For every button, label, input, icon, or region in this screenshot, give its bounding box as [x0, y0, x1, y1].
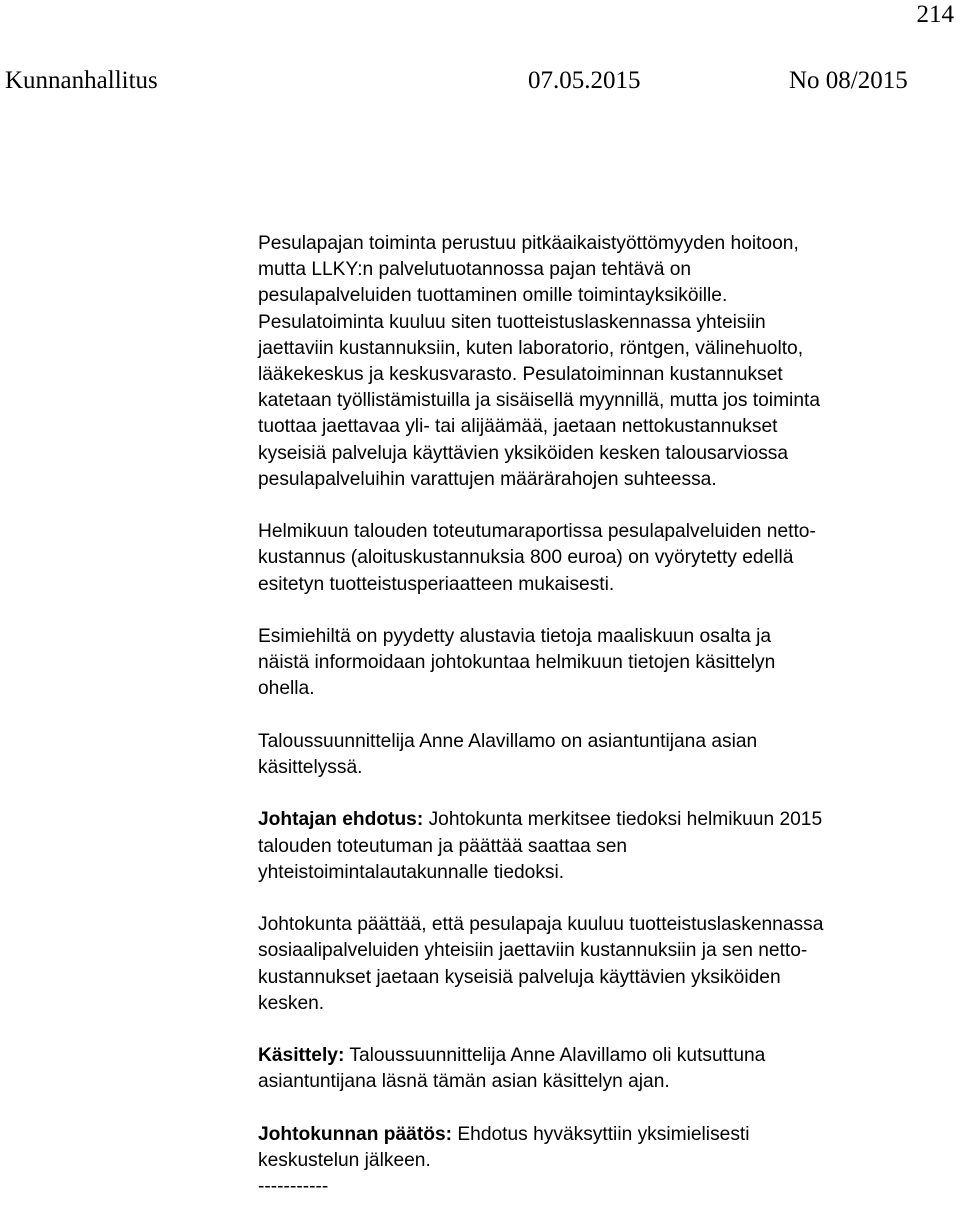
- text-line: kyseisiä palveluja käyttävien yksiköiden kesken talousarviossa: [258, 442, 789, 464]
- text-line: pesulapalveluiden tuottaminen omille toimintayksiköille.: [258, 285, 728, 307]
- paragraph-board-decision-text: [258, 912, 958, 1017]
- text-line: talouden toteutuman ja päättää saattaa sen: [258, 835, 628, 857]
- text-line: ohella.: [258, 678, 315, 700]
- text-line: Pesulapajan toiminta perustuu pitkäaikaistyöttömyyden hoitoon,: [258, 233, 799, 254]
- text-line: katetaan työllistämistuilla ja sisäisellä myynnillä, mutta jos toiminta: [258, 390, 820, 412]
- text-line: Johtokunta päättää, että pesulapaja kuuluu tuotteistuslaskennassa: [258, 914, 824, 936]
- text-line: Esimiehiltä on pyydetty alustavia tietoja maaliskuun osalta ja: [258, 626, 772, 648]
- text-line: [258, 1122, 958, 1148]
- text-line: Pesulatoiminta kuuluu siten tuotteistuslaskennassa yhteisiin: [258, 311, 766, 333]
- paragraph-director-proposal: [258, 807, 958, 886]
- text-line: näistä informoidaan johtokuntaa helmikuun tietojen käsittelyn: [258, 652, 776, 674]
- text-line: kustannus (aloituskustannuksia 800 euroa) on vyörytetty edellä: [258, 547, 794, 569]
- text-line: [258, 807, 958, 833]
- header-committee-name: Kunnanhallitus: [5, 67, 158, 94]
- text-line: tuottaa jaettavaa yli- tai alijäämää, jaetaan nettokustannukset: [258, 416, 778, 438]
- text-line: sosiaalipalveluiden yhteisiin jaettaviin kustannuksiin ja sen netto-: [258, 940, 808, 962]
- director-proposal-label: Johtajan ehdotus:: [258, 809, 424, 831]
- paragraph-background: [258, 231, 958, 493]
- text-line: asiantuntijana läsnä tämän asian käsittelyn ajan.: [258, 1071, 670, 1093]
- text-line: jaettaviin kustannuksiin, kuten laboratorio, röntgen, välinehuolto,: [258, 337, 804, 359]
- text-fragment: Johtokunta merkitsee tiedoksi helmikuun 2015: [423, 809, 823, 831]
- header-meeting-date: 07.05.2015: [528, 67, 641, 94]
- text-line: keskustelun jälkeen.: [258, 1150, 431, 1171]
- board-decision-label: Johtokunnan päätös:: [258, 1123, 453, 1145]
- paragraph-february-report: [258, 519, 958, 598]
- handling-label: Käsittely:: [258, 1045, 345, 1067]
- paragraph-handling: [258, 1043, 958, 1095]
- text-fragment: Ehdotus hyväksyttiin yksimielisesti: [452, 1123, 750, 1145]
- text-line: Helmikuun talouden toteutumaraportissa pesulapalveluiden netto-: [258, 521, 816, 543]
- text-line: kesken.: [258, 992, 325, 1014]
- text-line: mutta LLKY:n palvelutuotannossa pajan tehtävä on: [258, 259, 692, 281]
- text-line: lääkekeskus ja keskusvarasto. Pesulatoiminnan kustannukset: [258, 364, 783, 386]
- header-meeting-number: No 08/2015: [789, 67, 908, 94]
- text-fragment: Taloussuunnittelija Anne Alavillamo oli kutsuttuna: [344, 1045, 766, 1067]
- paragraph-board-decision: [258, 1122, 958, 1201]
- text-line: yhteistoimintalautakunnalle tiedoksi.: [258, 861, 565, 883]
- text-line: käsittelyssä.: [258, 757, 363, 779]
- document-header: [0, 64, 960, 98]
- paragraph-march-data: [258, 624, 958, 703]
- document-body: [258, 231, 958, 1200]
- paragraph-expert: [258, 729, 958, 781]
- text-line: Taloussuunnittelija Anne Alavillamo on asiantuntijana asian: [258, 730, 758, 752]
- text-line: [258, 1043, 958, 1069]
- text-line: kustannukset jaetaan kyseisiä palveluja käyttävien yksiköiden: [258, 966, 781, 988]
- text-line: pesulapalveluihin varattujen määrärahojen suhteessa.: [258, 468, 717, 490]
- page-number: 214: [916, 1, 954, 28]
- separator-line: -----------: [258, 1176, 329, 1198]
- text-line: esitetyn tuotteistusperiaatteen mukaisesti.: [258, 573, 615, 595]
